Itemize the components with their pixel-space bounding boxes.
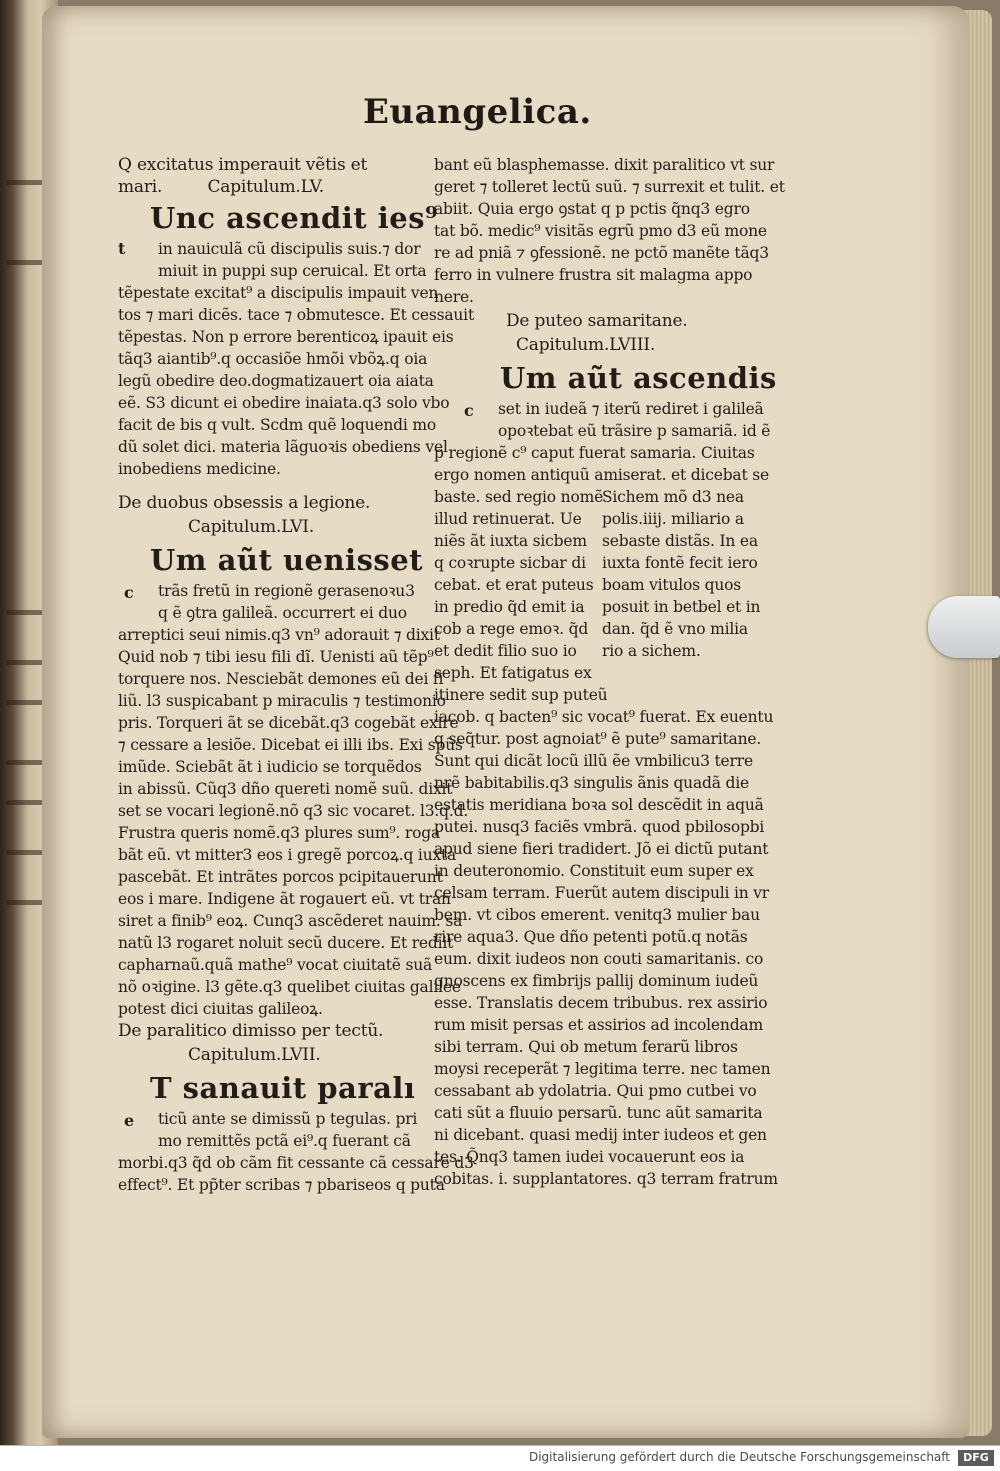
text-line: morbi.q3 q̃d ob cãm fit cessante cã cessare d3	[118, 1154, 474, 1172]
text-line: nrẽ babitabilis.q3 singulis ãnis quadã die	[434, 774, 749, 792]
text-line: opoꝛtebat eũ trãsire p samariã. id ẽ	[498, 422, 771, 440]
page-clip	[928, 596, 1000, 658]
text-line: capharnaũ.quã mathe⁹ vocat ciuitatẽ suã	[118, 956, 433, 974]
text-line: niẽs ãt iuxta sicbem	[434, 532, 587, 550]
text-line: set in iudeã ⁊ iterũ rediret i galileã	[498, 400, 764, 418]
text-line: iuxta fontẽ fecit iero	[602, 554, 758, 572]
chapter-heading: Capitulum.LVIII.	[516, 335, 656, 355]
text-line: in deuteronomio. Constituit eum super ex	[434, 862, 754, 880]
text-line: putei. nusq3 faciẽs vmbrã. quod pbilosopbi	[434, 818, 765, 836]
text-line: nere.	[434, 288, 474, 306]
chapter-title: De duobus obsessis a legione.	[118, 493, 371, 513]
text-line: eum. dixit iudeos non couti samaritanis. co	[434, 950, 764, 968]
text-line: pris. Torqueri ãt se dicebãt.q3 cogebãt exire	[118, 714, 459, 732]
text-line: tãq3 aiantib⁹.q occasiõe hmõi vbõꝝ.q oia	[118, 350, 428, 368]
text-line: arreptici seui nimis.q3 vn⁹ adorauit ⁊ dixit	[118, 626, 440, 644]
text-line: ferro in vulnere frustra sit malagma appo	[434, 266, 753, 284]
text-line: abiit. Quia ergo ꝯstat q p pctis q̃nq3 egro	[434, 200, 750, 218]
text-line: in abissũ. Cũq3 dño quereti nomẽ suũ. dixit	[118, 780, 453, 798]
gloss-right	[602, 486, 762, 662]
text-line: Frustra queris nomẽ.q3 plures sum⁹. roga	[118, 824, 440, 842]
text-line: dan. q̃d ẽ vno milia	[602, 620, 748, 638]
text-line: in nauiculã cũ discipulis suis.⁊ dor	[158, 240, 421, 258]
text-line: bem. vt cibos emerent. venitq3 mulier bau	[434, 906, 760, 924]
text-line: posuit in betbel et in	[602, 598, 761, 616]
text-line: illud retinuerat. Ue	[434, 510, 582, 528]
text-line: effect⁹. Et pp̃ter scribas ⁊ pbariseos q puta	[118, 1176, 445, 1194]
text-line: facit de bis q vult. Scdm quẽ loquendi mo	[118, 416, 437, 434]
chapter-opening: T sanauit paralı	[150, 1071, 416, 1105]
text-line: sibi terram. Qui ob metum ferarũ libros	[434, 1038, 738, 1056]
text-line: cati sũt a fluuio persarũ. tunc aũt samarita	[434, 1104, 763, 1122]
initial-letter: c	[124, 583, 134, 602]
dfg-logo: DFG	[958, 1450, 994, 1466]
text-line: p regionẽ c⁹ caput fuerat samaria. Ciuitas	[434, 444, 755, 462]
text-line: esse. Translatis decem tribubus. rex assirio	[434, 994, 768, 1012]
chapter-title: De paralitico dimisso per tectũ.	[118, 1021, 384, 1041]
chapter-body	[118, 580, 469, 1020]
text-line: polis.iiij. miliario a	[602, 510, 744, 528]
intro-line: Q excitatus imperauit vẽtis et	[118, 155, 368, 175]
text-line: estatis meridiana boꝛa sol descẽdit in aquã	[434, 796, 764, 814]
text-line: sebaste distãs. In ea	[602, 532, 758, 550]
text-line: ⁊ cessare a lesiõe. Dicebat ei illi ibs. Exi spũs	[118, 736, 463, 754]
text-line: potest dici ciuitas galileoꝝ.	[118, 1000, 323, 1018]
text-line: apud siene fieri tradidert. Jõ ei dictũ putant	[434, 840, 769, 858]
text-line: eẽ. S3 dicunt ei obedire inaiata.q3 solo vbo	[118, 394, 450, 412]
text-line: siret a finib⁹ eoꝝ. Cunq3 ascẽderet nauim. sa	[118, 912, 463, 930]
text-line: celsam terram. Fuerũt autem discipuli in vr	[434, 884, 770, 902]
text-line: tat bõ. medic⁹ visitãs egrũ pmo d3 eũ mone	[434, 222, 767, 240]
text-line: rire aqua3. Que dño petenti potũ.q notãs	[434, 928, 748, 946]
text-line: q ẽ ꝯtra galileã. occurrert ei duo	[158, 604, 407, 622]
text-line: tẽpestas. Non p errore berenticoꝝ ipauit eis	[118, 328, 454, 346]
text-line: nõ oꝛigine. l3 gẽte.q3 quelibet ciuitas galilee	[118, 978, 461, 996]
text-line: imũde. Sciebãt ãt i iudicio se torquẽdos	[118, 758, 422, 776]
text-line: tẽpestate excitat⁹ a discipulis impauit ven	[118, 284, 439, 302]
text-line: et dedit filio suo io	[434, 642, 577, 660]
text-line: bãt eũ. vt mitter3 eos i gregẽ porcoꝝ.q iuxta	[118, 846, 457, 864]
initial-letter: e	[124, 1111, 134, 1130]
text-line: legũ obedire deo.dogmatizauert oia aiata	[118, 372, 434, 390]
text-line: boam vitulos quos	[602, 576, 742, 594]
initial-letter: c	[464, 401, 474, 420]
running-head: Euangelica.	[363, 92, 592, 132]
funding-credit: Digitalisierung gefördert durch die Deutsche Forschungsgemeinschaft	[528, 1450, 950, 1464]
text-line: mo remittẽs pctã ei⁹.q fuerant cã	[158, 1132, 411, 1150]
text-line: natũ l3 rogaret noluit secũ ducere. Et rediit	[118, 934, 454, 952]
text-line: seph. Et fatigatus ex	[434, 664, 592, 682]
text-line: bant eũ blasphemasse. dixit paralitico vt sur	[434, 156, 775, 174]
text-line: dũ solet dici. materia lãguoꝛis obediens vel	[118, 438, 448, 456]
text-line: inobediens medicine.	[118, 460, 281, 478]
chapter-title: De puteo samaritane.	[506, 311, 688, 331]
chapter-heading: Capitulum.LVII.	[188, 1045, 321, 1065]
text-line: itinere sedit sup puteũ	[434, 686, 608, 704]
text-line: re ad pniã ⁊ ꝯfessionẽ. ne pctõ manẽte tãq3	[434, 244, 769, 262]
chapter-heading: Capitulum.LVI.	[188, 517, 315, 537]
text-line: geret ⁊ tolleret lectũ suũ. ⁊ surrexit et tulit. et	[434, 178, 785, 196]
text-line: Sichem mõ d3 nea	[602, 488, 744, 506]
text-line: gnoscens ex fimbrijs pallij dominum iudeũ	[434, 972, 759, 990]
gloss-left	[434, 508, 608, 706]
viewer-footer	[0, 1445, 1000, 1471]
intro-line: mari. Capitulum.LV.	[118, 177, 324, 197]
text-line: set se vocari legionẽ.nõ q3 sic vocaret. l3.q.d.	[118, 802, 469, 820]
text-line: Quid nob ⁊ tibi iesu fili dĩ. Uenisti aũ tẽp⁹	[118, 648, 434, 666]
text-line: tes. Q̃nq3 tamen iudei vocauerunt eos ia	[434, 1148, 745, 1166]
chapter-opening: Unc ascendit ies⁹	[150, 201, 439, 235]
text-line: ni dicebant. quasi medij inter iudeos et gen	[434, 1126, 767, 1144]
initial-letter: t	[118, 239, 126, 258]
text-line: cobitas. i. supplantatores. q3 terram fratrum	[434, 1170, 778, 1188]
text-line: moysi receperãt ⁊ legitima terre. nec tamen	[434, 1060, 771, 1078]
text-line: q coꝛrupte sicbar di	[434, 554, 586, 572]
chapter-heading: Capitulum.LV.	[207, 177, 324, 197]
chapter-opening: Um aũt uenisset	[150, 543, 424, 577]
text-line: rio a sichem.	[602, 642, 701, 660]
text-line: torquere nos. Nesciebãt demones eũ dei fi	[118, 670, 444, 688]
text-line: trãs fretũ in regionẽ gerasenoꝛu3	[158, 582, 415, 600]
text-line: Sunt qui dicãt locũ illũ ẽe vmbilicu3 terre	[434, 752, 753, 770]
text-line: miuit in puppi sup ceruical. Et orta	[158, 262, 427, 280]
chapter-opening: Um aũt ascendis	[500, 361, 777, 395]
text-line: ergo nomen antiquũ amiserat. et dicebat se	[434, 466, 769, 484]
text-line: cob a rege emoꝛ. q̃d	[434, 620, 589, 638]
right-column	[434, 154, 785, 1190]
text-line: q seq̃tur. post agnoiat⁹ ẽ pute⁹ samaritane.	[434, 730, 762, 748]
text-line: baste. sed regio nomẽ	[434, 488, 604, 506]
text-line: ticũ ante se dimissũ p tegulas. pri	[158, 1110, 418, 1128]
text-line: cessabant ab ydolatria. Qui pmo cutbei vo	[434, 1082, 757, 1100]
text-line: eos i mare. Indigene ãt rogauert eũ. vt tran	[118, 890, 451, 908]
text-line: liũ. l3 suspicabant p miraculis ⁊ testimonio	[118, 692, 446, 710]
text-line: in predio q̃d emit ia	[434, 598, 585, 616]
text-line: cebat. et erat puteus	[434, 576, 594, 594]
text-line: iacob. q bacten⁹ sic vocat⁹ fuerat. Ex euentu	[434, 708, 774, 726]
text-line: pascebãt. Et intrãtes porcos pcipitauerunt	[118, 868, 443, 886]
text-line: rum misit persas et assirios ad incolendam	[434, 1016, 763, 1034]
text-line: tos ⁊ mari dicẽs. tace ⁊ obmutesce. Et cessauit	[118, 306, 474, 324]
chapter-body	[118, 1108, 474, 1196]
